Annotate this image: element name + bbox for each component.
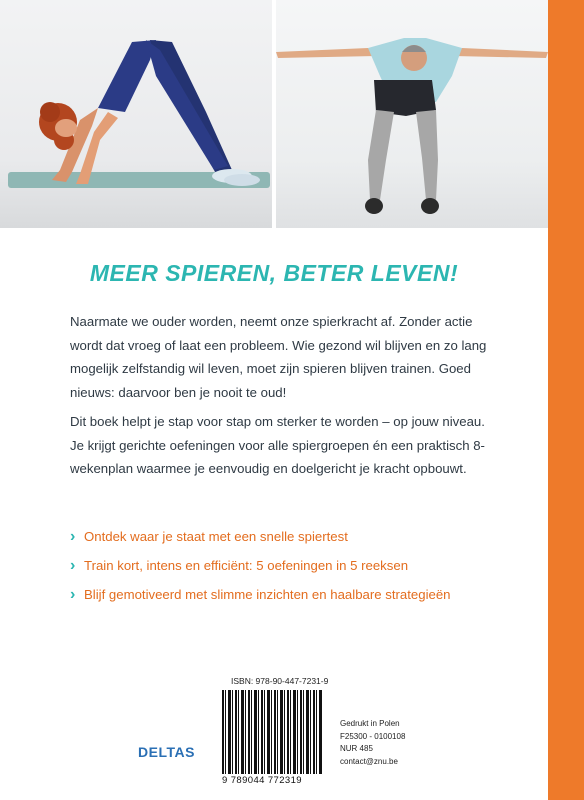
barcode-digits: 9 789044 772319 (222, 775, 302, 786)
list-item (70, 551, 540, 580)
spine-edge (548, 0, 584, 800)
isbn-text: ISBN: 978-90-447-7231-9 (231, 676, 329, 686)
list-item (70, 580, 540, 609)
benefits-list (70, 522, 540, 609)
list-item-text: Train kort, intens en efficiënt: 5 oefeningen in 5 reeksen (84, 558, 409, 573)
print-code: F25300 - 0100108 (340, 731, 406, 741)
print-location: Gedrukt in Polen (340, 719, 400, 728)
chevron-right-icon: › (70, 556, 76, 574)
chevron-right-icon: › (70, 527, 76, 545)
photo-man-stretching (276, 0, 548, 228)
contact-email: contact@znu.be (340, 756, 398, 766)
print-info (340, 718, 405, 768)
chevron-right-icon: › (70, 585, 76, 603)
headline: MEER SPIEREN, BETER LEVEN! (89, 260, 459, 286)
nur-code: NUR 485 (340, 744, 373, 753)
description-paragraph: Dit boek helpt je stap voor stap om sterker te worden – op jouw niveau. Je krijgt gerichte oefeningen voor alle spiergroepen én een praktisch 8-wekenplan waarmee je eenvoudig en doelgericht je kracht opbouwt. (70, 414, 485, 476)
list-item-text: Ontdek waar je staat met een snelle spiertest (84, 529, 348, 544)
list-item-text: Blijf gemotiveerd met slimme inzichten en haalbare strategieën (84, 587, 451, 602)
publisher-logo: DELTAS (138, 744, 195, 760)
list-item (70, 522, 540, 551)
photo-woman-downward-dog (0, 0, 272, 228)
barcode (222, 690, 322, 774)
intro-paragraph: Naarmate we ouder worden, neemt onze spierkracht af. Zonder actie wordt dat vroeg of laat een probleem. Wie gezond wil blijven en zo lang mogelijk zelfstandig wil leven, moet zijn spieren blijven trainen. Goed nieuws: daarvoor ben je nooit te oud! (70, 314, 487, 400)
